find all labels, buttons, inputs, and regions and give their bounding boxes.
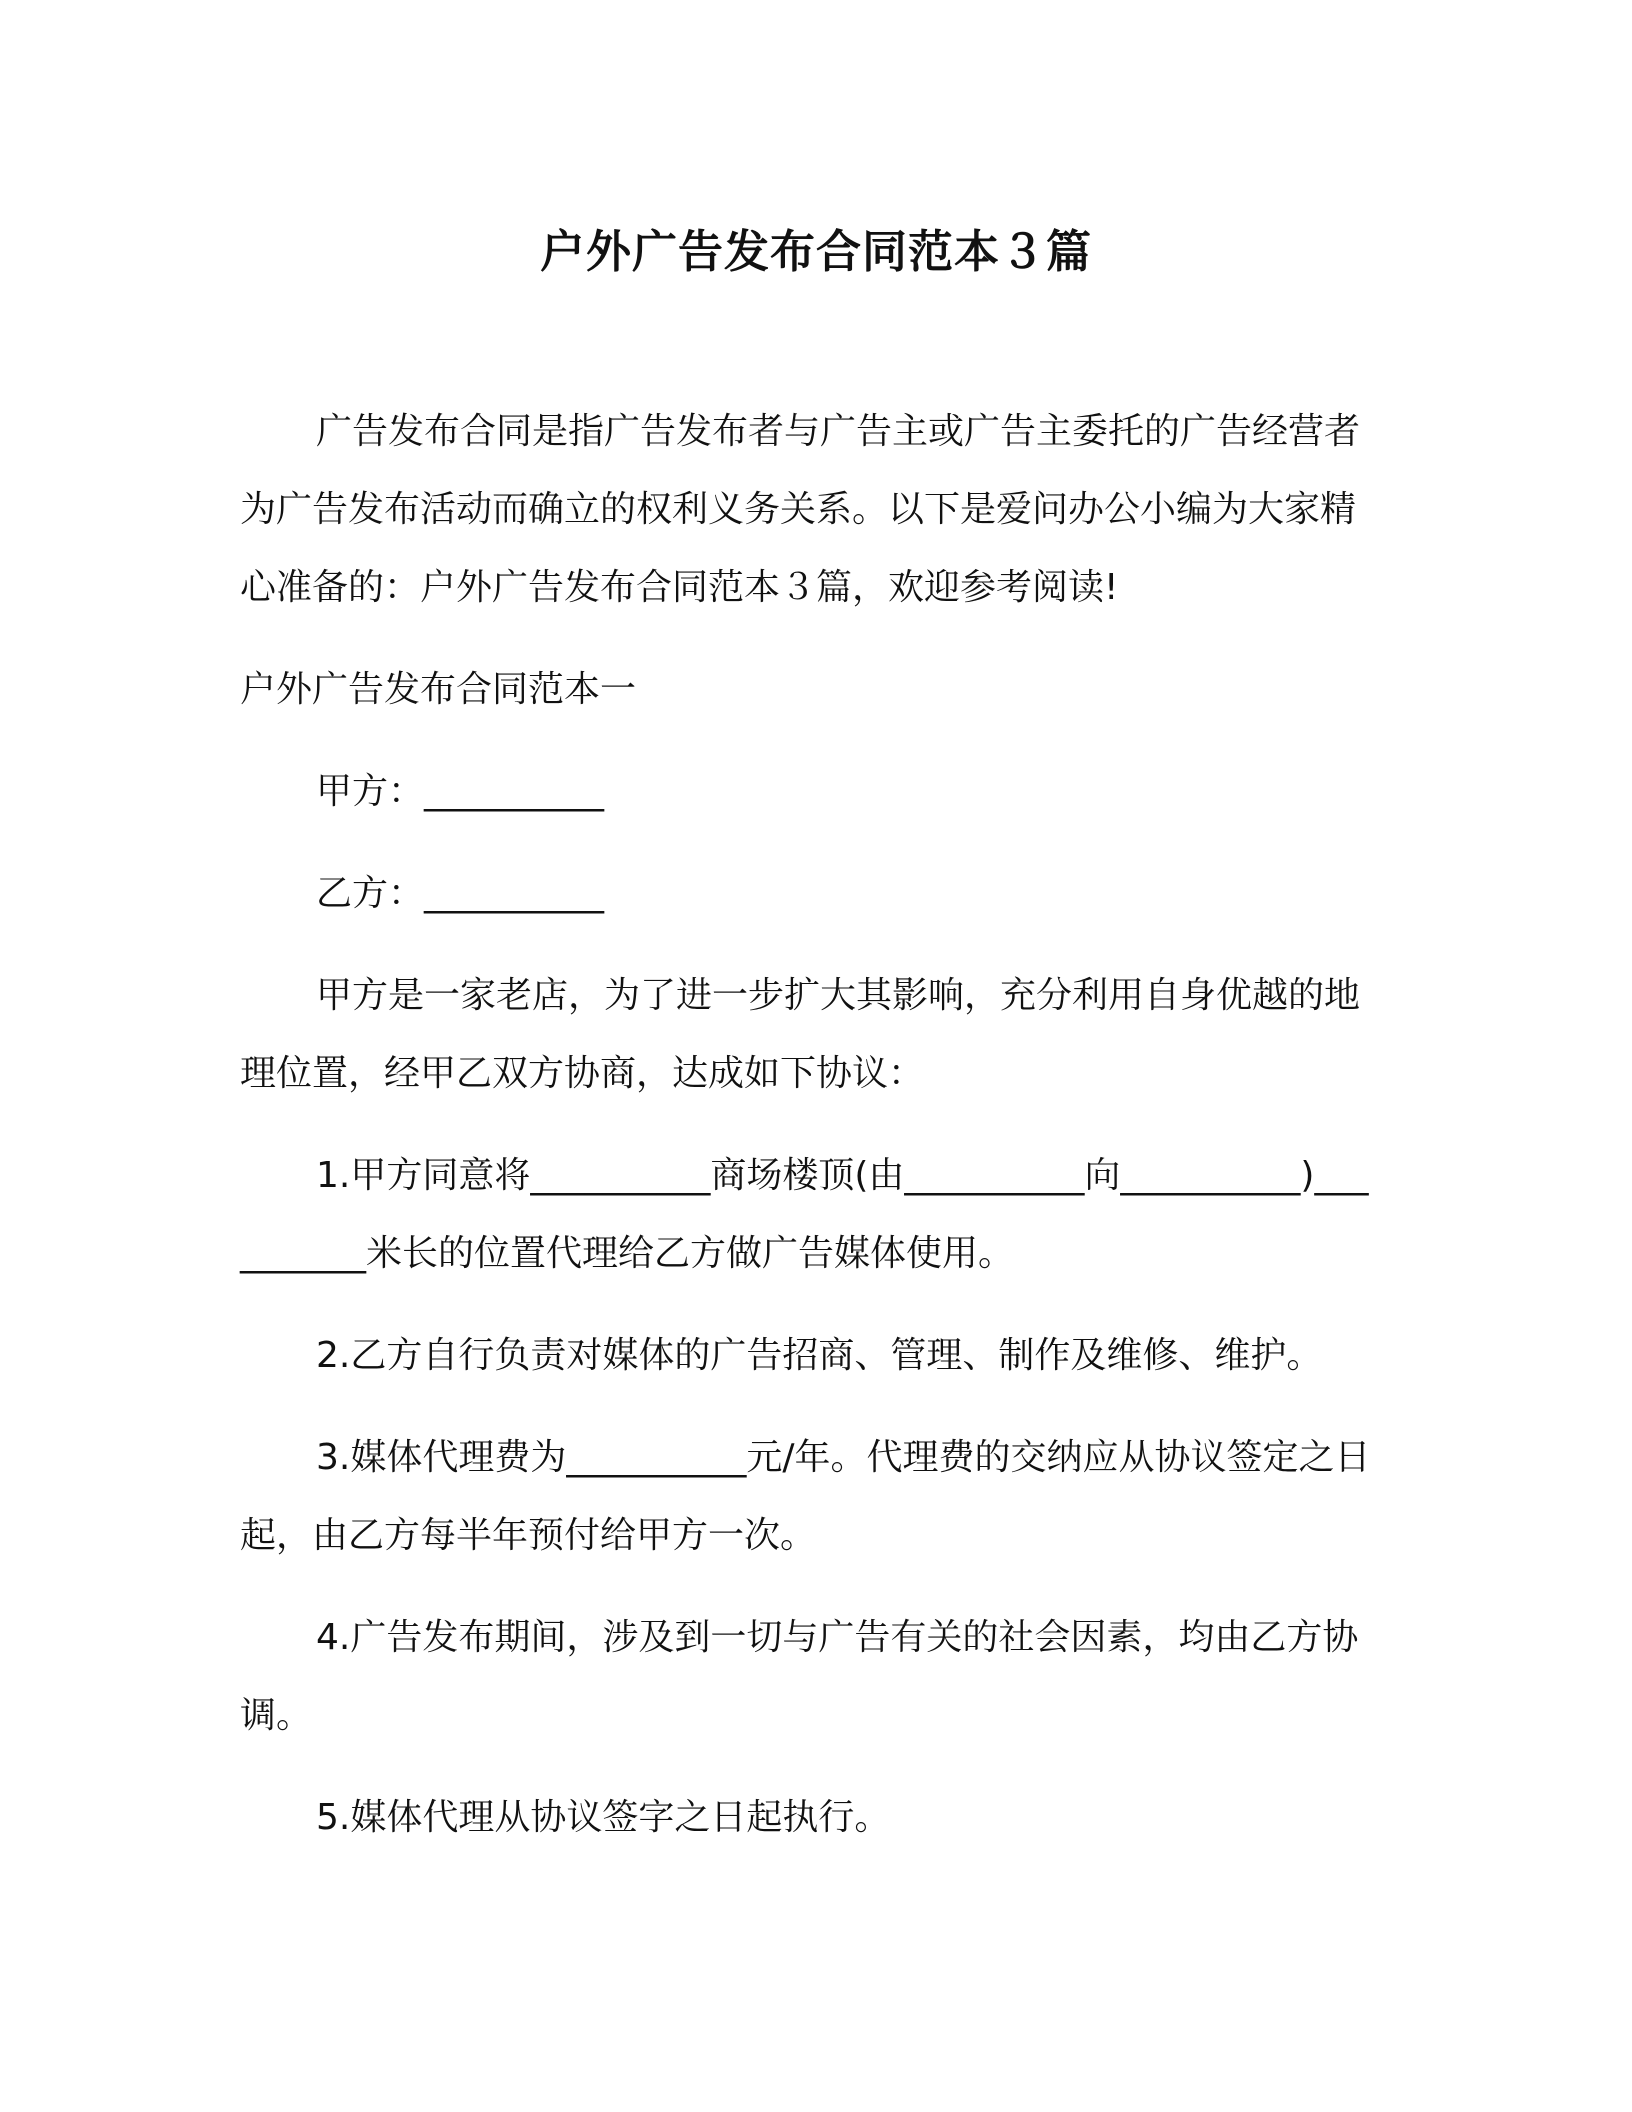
clause-4: 4.广告发布期间，涉及到一切与广告有关的社会因素，均由乙方协调。 [240, 1617, 1359, 1736]
intro-paragraph: 广告发布合同是指广告发布者与广告主或广告主委托的广告经营者为广告发布活动而确立的权利义务关系。以下是爱问办公小编为大家精心准备的：户外广告发布合同范本３篇，欢迎参考阅读! [240, 411, 1361, 608]
clause-5: 5.媒体代理从协议签字之日起执行。 [316, 1797, 891, 1838]
document-title: 户外广告发布合同范本３篇 [539, 225, 1092, 278]
document-body [240, 393, 1372, 1857]
section-heading: 户外广告发布合同范本一 [240, 669, 637, 710]
clause-2: 2.乙方自行负责对媒体的广告招商、管理、制作及维修、维护。 [316, 1335, 1323, 1376]
clause-3: 3.媒体代理费为__________元/年。代理费的交纳应从协议签定之日起，由乙方每半年预付给甲方一次。 [240, 1437, 1371, 1556]
preamble-paragraph: 甲方是一家老店，为了进一步扩大其影响，充分利用自身优越的地理位置，经甲乙双方协商，达成如下协议： [240, 975, 1361, 1094]
clause-1: 1.甲方同意将__________商场楼顶(由__________向__________)__________米长的位置代理给乙方做广告媒体使用。 [240, 1155, 1369, 1274]
party-b-line: 乙方：__________ [316, 873, 605, 914]
party-a-line: 甲方：__________ [316, 771, 605, 812]
